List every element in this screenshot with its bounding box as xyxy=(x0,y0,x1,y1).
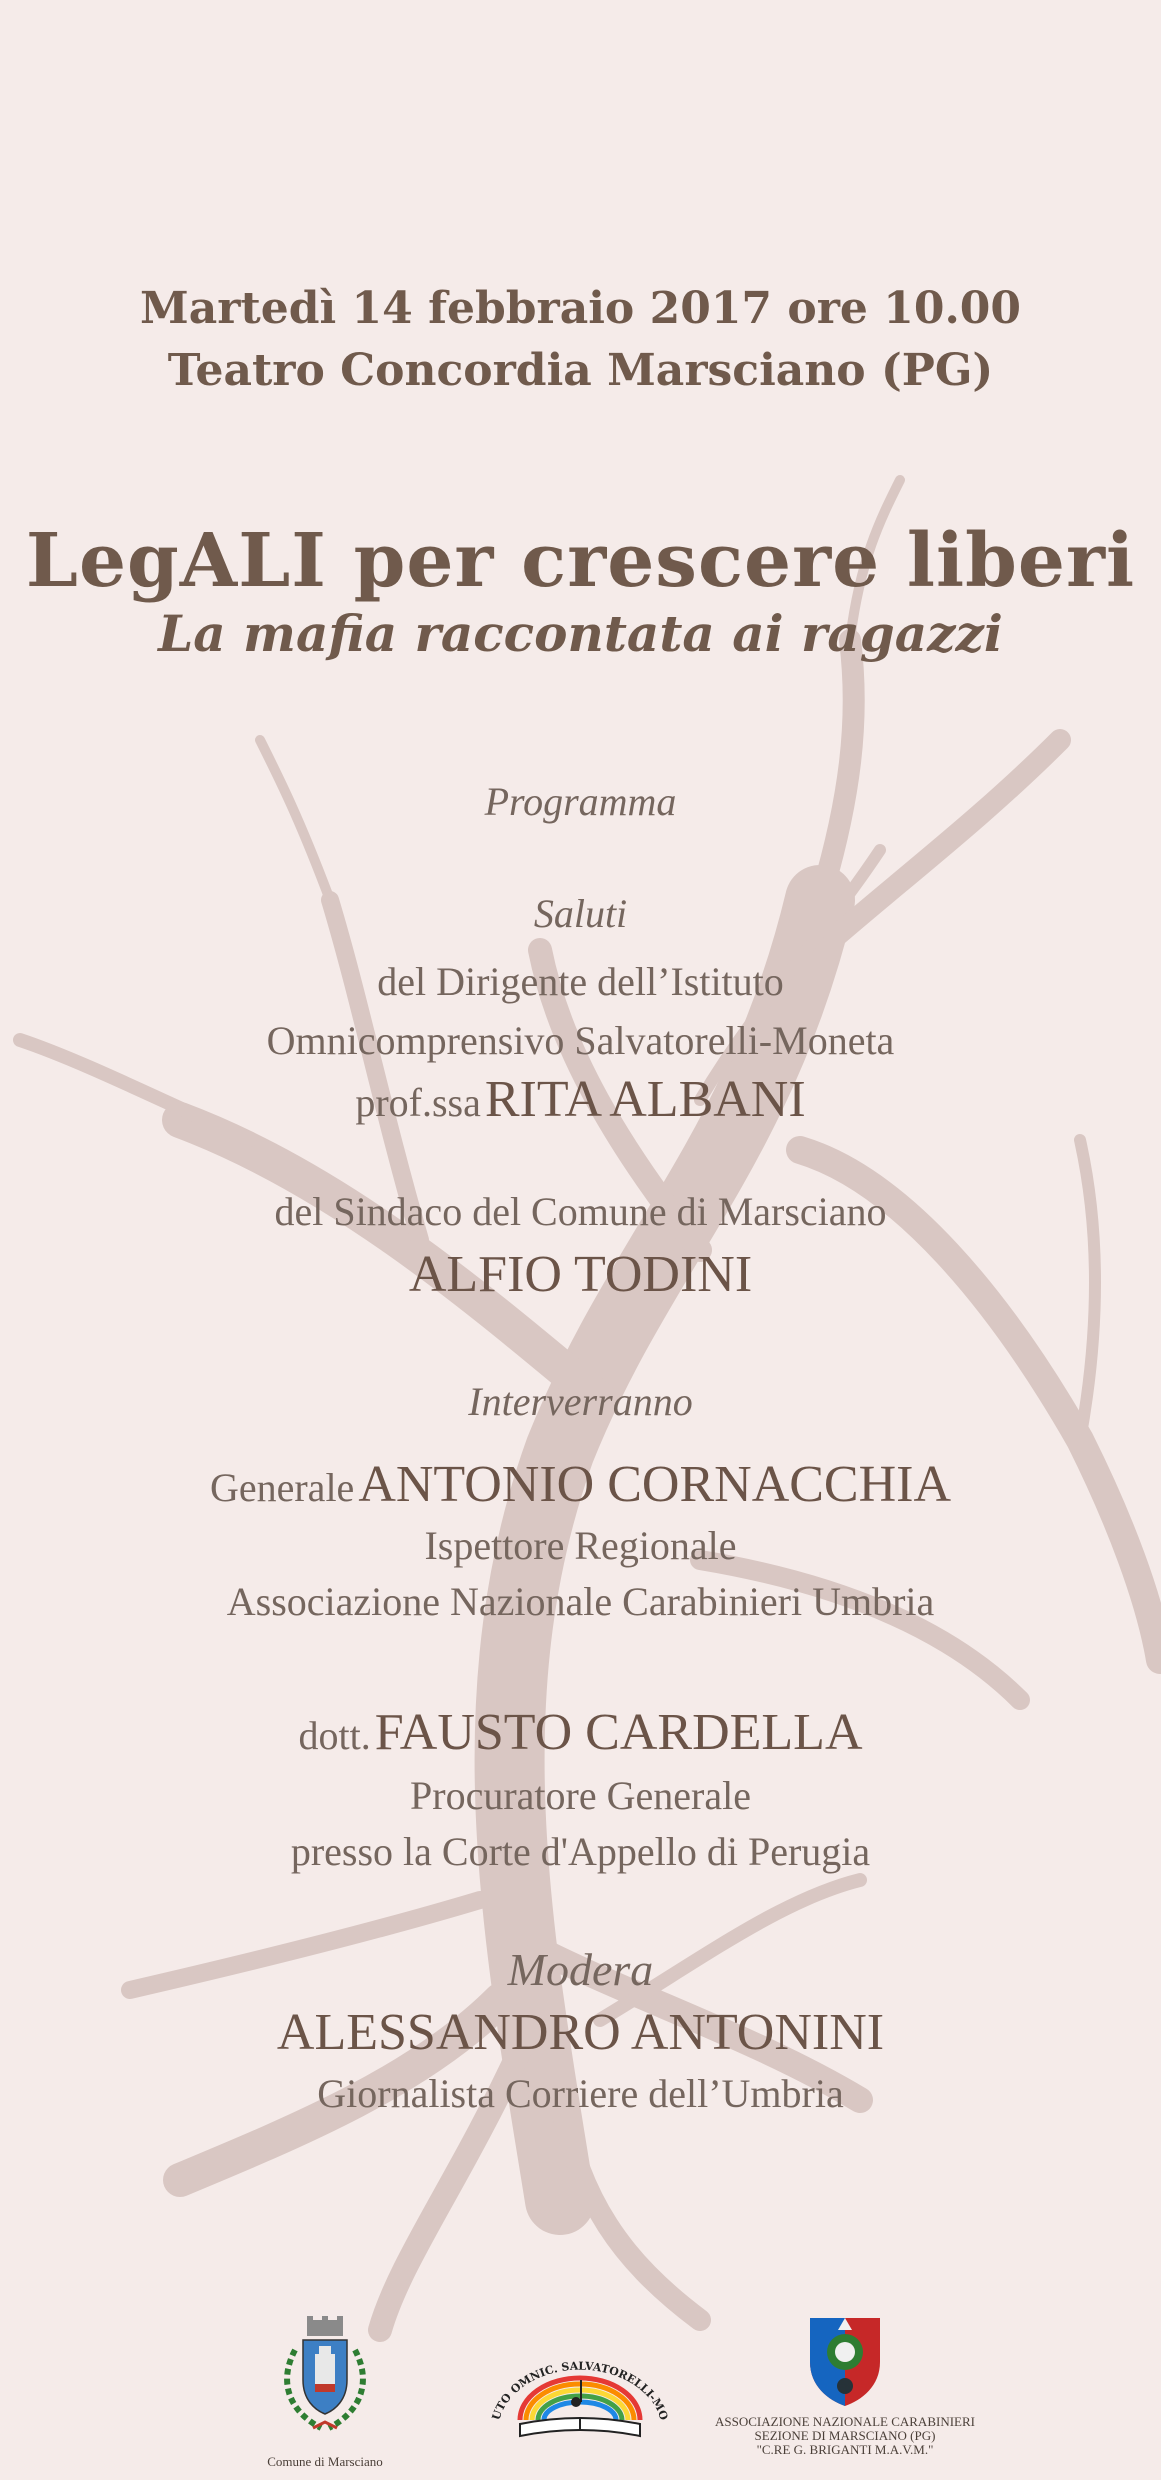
comune-caption: Comune di Marsciano xyxy=(267,2454,383,2469)
istituto-arc-text: UTO OMNIC. SALVATORELLI-MO xyxy=(489,2359,671,2422)
speaker2-role2: presso la Corte d'Appello di Perugia xyxy=(290,1829,871,1874)
speaker1-person xyxy=(0,1455,1161,1514)
event-venue: Teatro Concordia Marsciano (PG) xyxy=(167,345,994,396)
anc-caption-line2: SEZIONE DI MARSCIANO (PG) xyxy=(754,2428,936,2443)
event-title: LegALI per crescere liberi xyxy=(25,518,1136,604)
istituto-emblem-icon xyxy=(480,2340,680,2450)
greeting1-prefix: prof.ssa xyxy=(355,1080,481,1125)
anc-caption-line1: ASSOCIAZIONE NAZIONALE CARABINIERI xyxy=(715,2414,975,2429)
svg-text:ISTITUTO OMNIC. SALVATORELLI-M xyxy=(480,2340,671,2422)
greeting2-name: ALFIO TODINI xyxy=(408,1246,753,1303)
anc-logo xyxy=(715,2310,975,2457)
greetings-heading: Saluti xyxy=(533,891,628,936)
speaker2-person xyxy=(0,1703,1161,1762)
moderator-role: Giornalista Corriere dell’Umbria xyxy=(317,2071,844,2116)
speaker1-role2: Associazione Nazionale Carabinieri Umbria xyxy=(226,1579,935,1624)
event-date: Martedì 14 febbraio 2017 ore 10.00 xyxy=(140,283,1021,334)
program-heading: Programma xyxy=(484,779,677,824)
greeting1-name: RITA ALBANI xyxy=(484,1071,806,1128)
comune-crest-icon xyxy=(265,2310,385,2450)
greeting1-line2: Omnicomprensivo Salvatorelli-Moneta xyxy=(266,1018,895,1063)
speaker2-role1: Procuratore Generale xyxy=(410,1773,751,1818)
speaker2-name: FAUSTO CARDELLA xyxy=(374,1704,863,1761)
event-subtitle: La mafia raccontata ai ragazzi xyxy=(158,604,1003,663)
greeting1-person xyxy=(0,1070,1161,1129)
speakers-heading: Interverranno xyxy=(468,1379,693,1424)
greeting1-line1: del Dirigente dell’Istituto xyxy=(377,959,784,1004)
comune-logo xyxy=(250,2310,400,2469)
greeting2-line1: del Sindaco del Comune di Marsciano xyxy=(274,1189,887,1234)
speaker2-prefix: dott. xyxy=(298,1713,371,1758)
moderator-name: ALESSANDRO ANTONINI xyxy=(276,2004,885,2061)
istituto-logo xyxy=(480,2340,680,2455)
anc-shield-icon xyxy=(800,2310,890,2410)
speaker1-role1: Ispettore Regionale xyxy=(424,1523,737,1568)
logo-strip xyxy=(0,2310,1161,2480)
speaker1-prefix: Generale xyxy=(209,1465,355,1510)
speaker1-name: ANTONIO CORNACCHIA xyxy=(358,1456,952,1513)
moderator-heading: Modera xyxy=(507,1944,654,1995)
anc-caption-line3: "C.RE G. BRIGANTI M.A.V.M." xyxy=(756,2442,934,2457)
